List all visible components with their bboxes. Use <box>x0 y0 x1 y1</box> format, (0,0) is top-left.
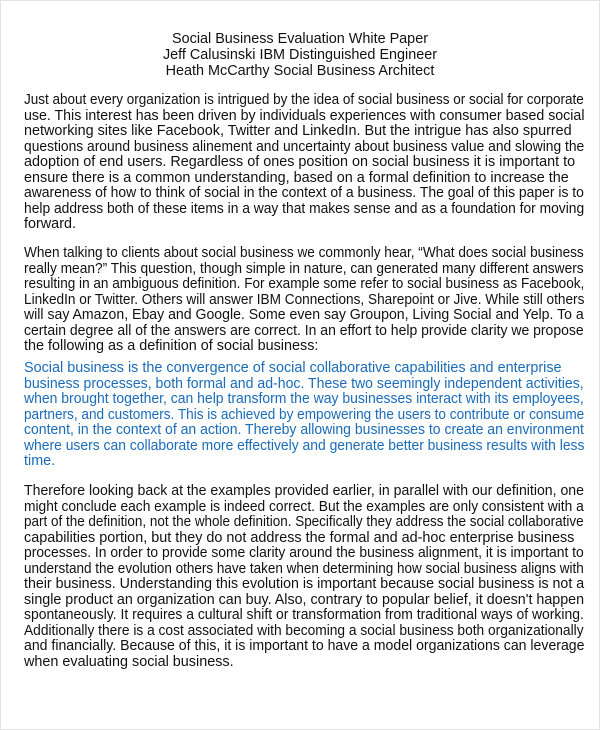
text-line: business processes, both formal and ad-hoc. These two seemingly independent activities, <box>24 375 584 392</box>
text-line: Social business is the convergence of social collaborative capabilities and enterprise <box>24 360 562 376</box>
text-line: ensure there is a common understanding, based on a formal definition to increase the <box>24 169 569 186</box>
text-line: When talking to clients about social business we commonly hear, “What does social business <box>24 245 584 261</box>
document-title: Social Business Evaluation White Paper <box>172 31 428 47</box>
text-line: help address both of these items in a way that makes sense and as a foundation for moving <box>24 200 585 217</box>
text-line: Additionally there is a cost associated with becoming a social business both organizationally <box>24 622 584 639</box>
text-line: resulting in an ambiguous definition. For example some refer to social business as Facebook, <box>24 276 585 292</box>
text-line: questions around business alinement and uncertainty about business value and slowing the <box>24 138 585 155</box>
text-line: when evaluating social business. <box>24 653 234 670</box>
text-line: their business. Understanding this evolution is important because social business is not a <box>24 576 585 592</box>
text-line: time. <box>24 453 56 469</box>
text-line: single product an organization can buy. Also, contrary to popular belief, it doesn't happen <box>24 591 585 608</box>
text-line: might conclude each example is indeed correct. But the examples are only consistent with a <box>24 498 584 515</box>
text-line: really mean?” This question, though simple in nature, can generated many different answers <box>24 260 584 277</box>
text-line: part of the definition, not the whole definition. Specifically they address the social collaborative <box>24 514 584 530</box>
text-line: the following as a definition of social business: <box>24 338 319 354</box>
author-line-1: Jeff Calusinski IBM Distinguished Engineer <box>162 47 438 63</box>
text-line: and financially. Because of this, it is important to have a model organizations can leverage <box>24 638 585 654</box>
text-line: forward. <box>24 216 76 232</box>
text-line: processes. In order to provide some clarity around the business alignment, it is important to <box>24 545 584 561</box>
text-line: where users can collaborate more effectively and generate better business results with less <box>24 437 585 454</box>
definition-paragraph <box>24 361 584 470</box>
text-line: spontaneously. It requires a cultural shift or transformation from traditional ways of working. <box>24 607 584 623</box>
text-line: when brought together, can help transform the way businesses interact with its employees, <box>24 391 584 407</box>
text-line: partners, and customers. This is achieved by empowering the users to contribute or consume <box>24 406 585 423</box>
text-line: will say Amazon, Ebay and Google. Some even say Groupon, Living Social and Yelp. To a <box>24 307 584 323</box>
intro-paragraph <box>24 93 584 233</box>
clients-paragraph <box>24 246 584 355</box>
text-line: Just about every organization is intrigued by the idea of social business or social for corporate <box>24 92 584 108</box>
text-line: use. This interest has been driven by individuals experiences with consumer based social <box>24 107 585 124</box>
text-line: content, in the context of an action. Thereby allowing businesses to create an environment <box>24 422 584 438</box>
text-line: awareness of how to think of social in the context of a business. The goal of this paper is to <box>24 185 584 201</box>
text-line: capabilities portion, but they do not address the formal and ad-hoc enterprise business <box>24 529 575 546</box>
document-header <box>0 31 600 79</box>
text-line: certain degree all of the answers are correct. In an effort to help provide clarity we propose <box>24 322 584 339</box>
text-line: Therefore looking back at the examples provided earlier, in parallel with our definition, one <box>24 483 584 499</box>
text-line: adoption of end users. Regardless of ones position on social business it is important to <box>24 154 576 170</box>
conclusion-paragraph <box>24 484 584 670</box>
text-line: LinkedIn or Twitter. Others will answer IBM Connections, Sharepoint or Jive. While still others <box>24 291 585 308</box>
text-line: understand the evolution others have taken when determining how social business aligns with <box>24 560 584 577</box>
author-line-2: Heath McCarthy Social Business Architect <box>165 63 435 79</box>
text-line: networking sites like Facebook, Twitter and LinkedIn. But the intrigue has also spurred <box>24 123 572 139</box>
